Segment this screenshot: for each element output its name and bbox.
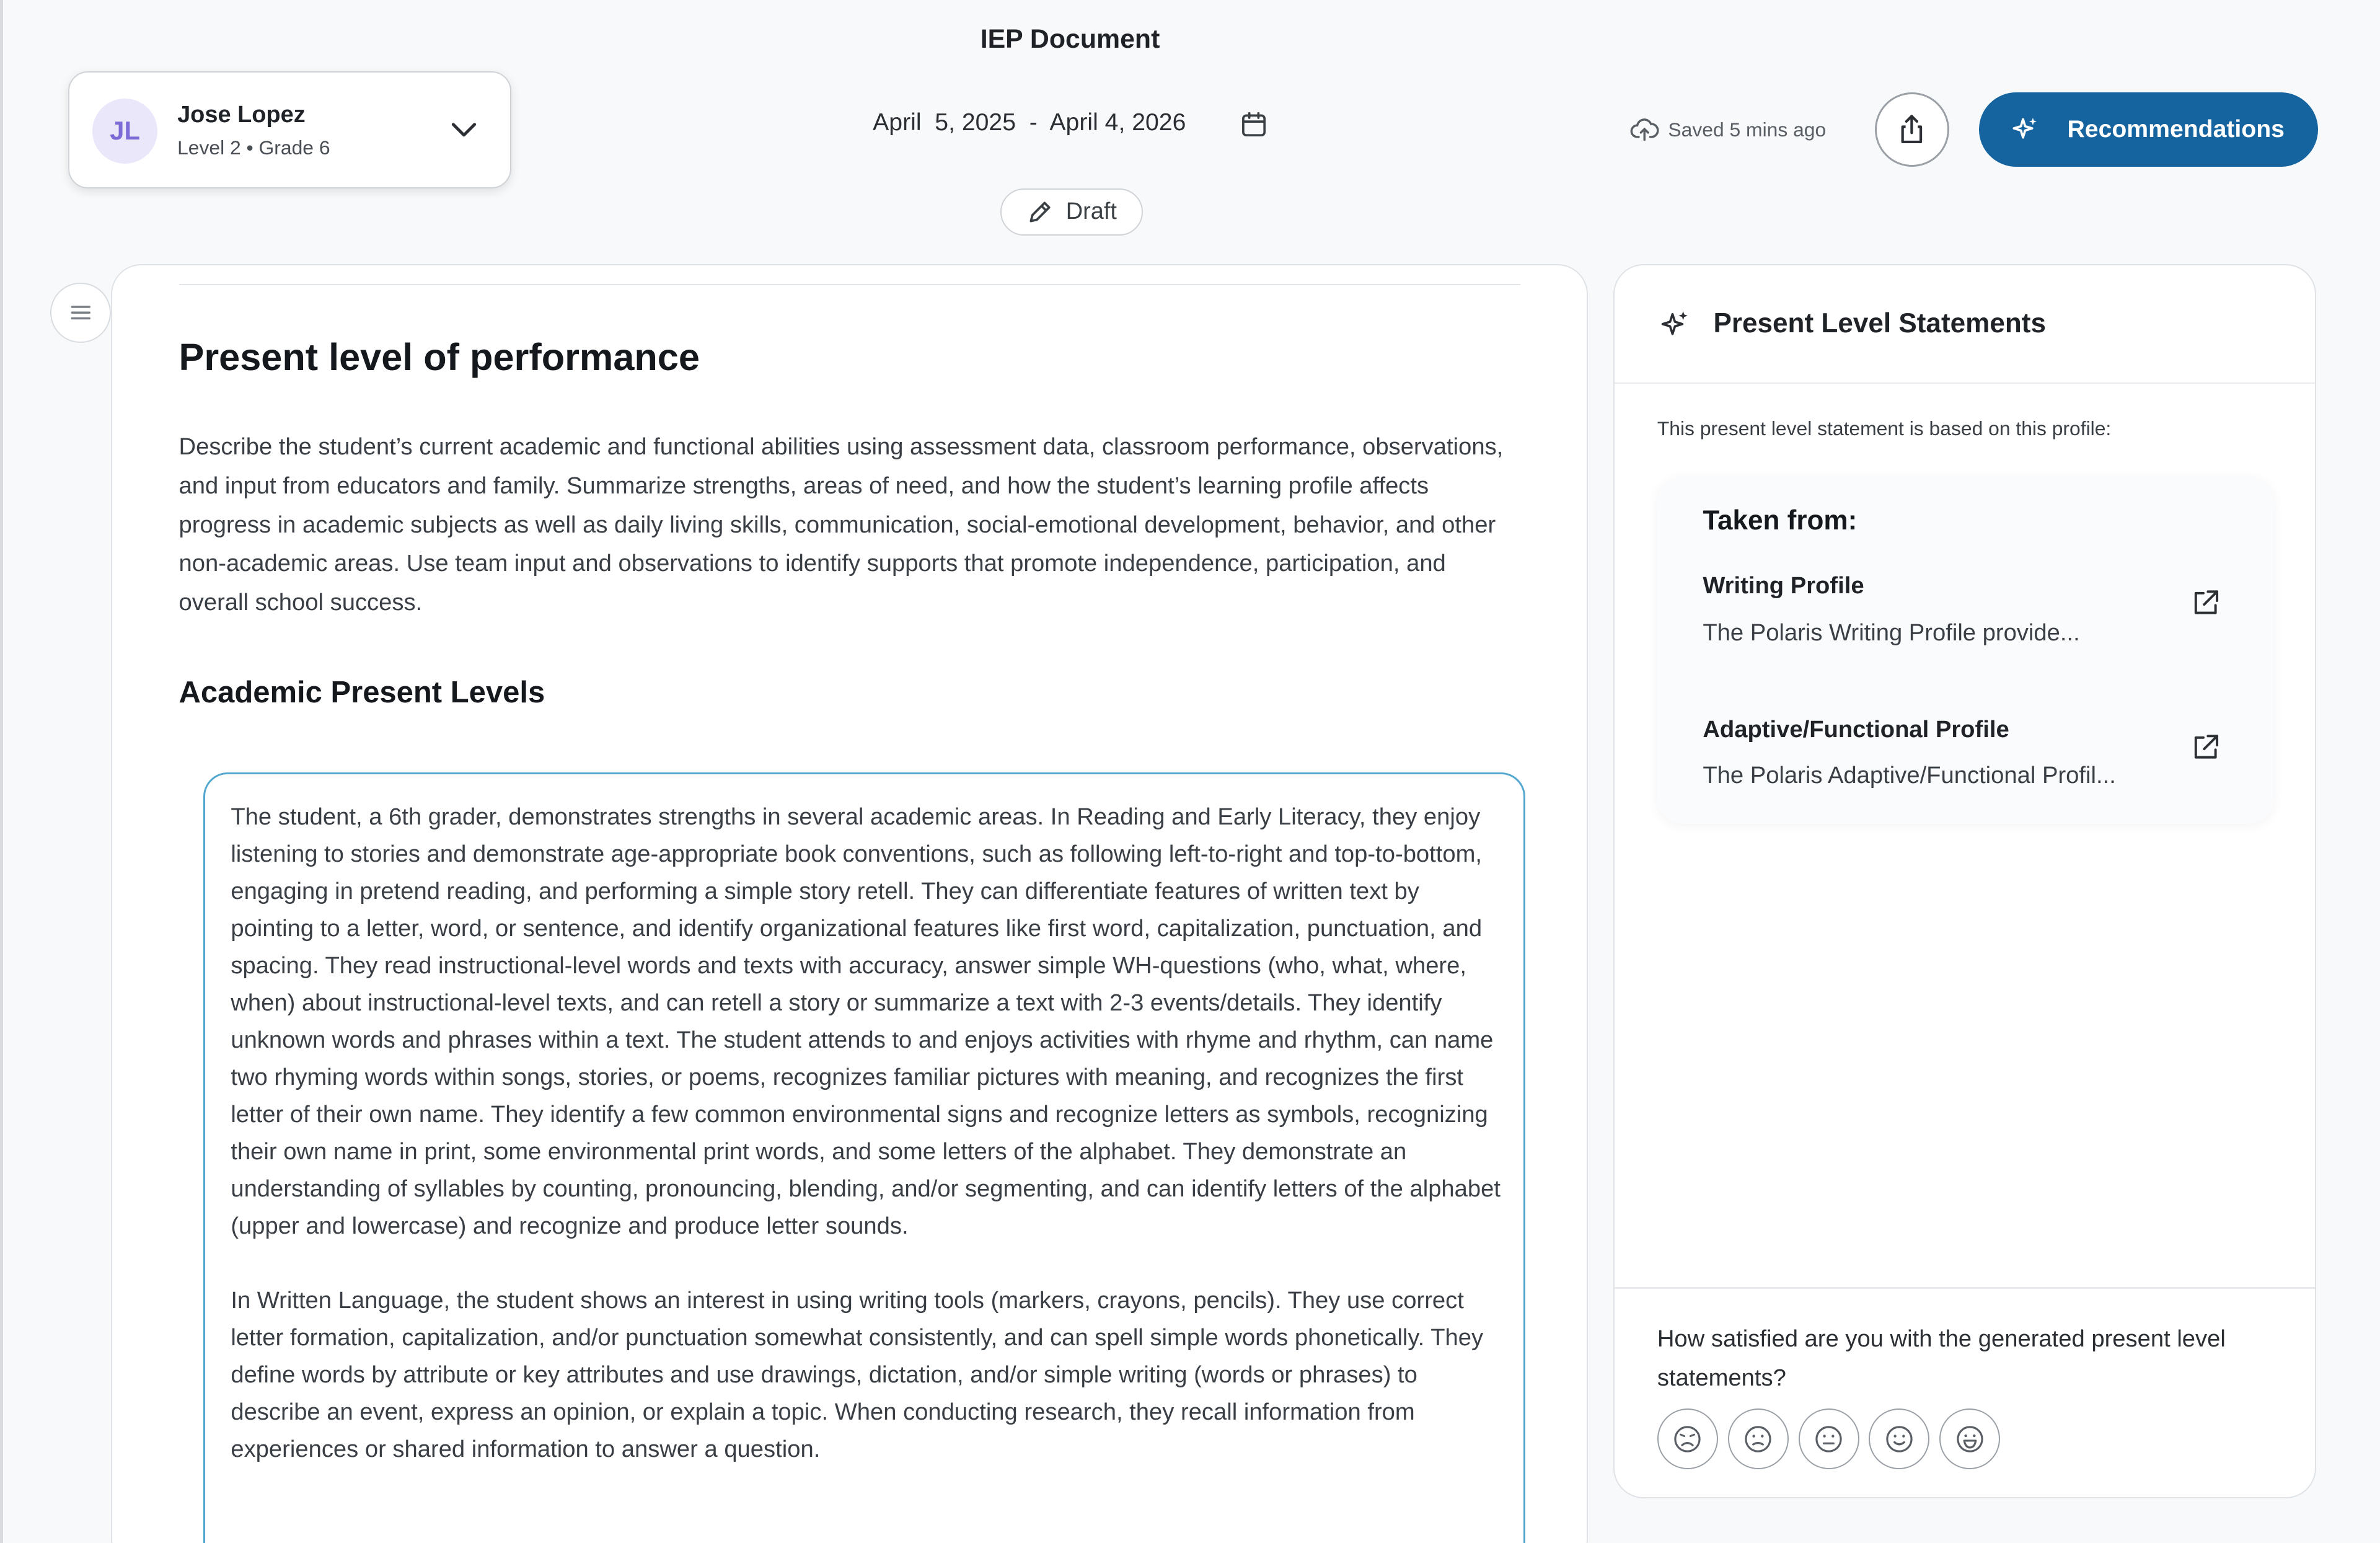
sparkle-icon <box>2009 115 2040 145</box>
status-badge[interactable] <box>1000 188 1143 236</box>
source-description: The Polaris Adaptive/Functional Profil... <box>1703 761 2116 789</box>
sparkle-icon <box>1657 308 1691 342</box>
satisfaction-rating <box>1657 1408 2000 1469</box>
profile-note: This present level statement is based on this profile: <box>1657 417 2112 440</box>
feedback-question: How satisfied are you with the generated present level statements? <box>1657 1325 2226 1392</box>
source-description: The Polaris Writing Profile provide... <box>1703 619 2080 646</box>
rating-very-satisfied-button[interactable] <box>1939 1408 2000 1469</box>
outline-toggle-button[interactable] <box>50 283 111 343</box>
divider <box>179 284 1521 285</box>
window-edge <box>0 0 3 1543</box>
date-range[interactable]: April 5, 2025 - April 4, 2026 <box>873 109 1186 136</box>
rating-dissatisfied-button[interactable] <box>1728 1408 1789 1469</box>
section-description: Describe the student’s current academic and functional abilities using assessment data, classroom performance, observations, and input from educators and family. Summarize strengths, areas of need, and how the student’s learning profile affects progress in academic subjects as well as daily living skills, communication, social-emotional development, behavior, and other non-academic areas. Use team input and observations to identify supports that promote independence, participation, and overall school success. <box>178 433 1504 616</box>
save-status <box>1630 115 1826 144</box>
academic-levels-text[interactable] <box>231 798 1505 1468</box>
student-level-grade: Level 2 • Grade 6 <box>177 136 330 159</box>
satisfied-icon <box>1884 1424 1915 1454</box>
dissatisfied-icon <box>1743 1424 1773 1454</box>
very-satisfied-icon <box>1955 1424 1985 1454</box>
source-card <box>1657 478 2273 824</box>
source-name: Writing Profile <box>1703 572 1864 599</box>
subsection-title: Academic Present Levels <box>178 676 545 710</box>
student-selector[interactable] <box>68 71 511 188</box>
panel-title: Present Level Statements <box>1713 307 2046 338</box>
cloud-upload-icon <box>1630 115 1659 144</box>
external-link-icon[interactable] <box>2190 587 2221 619</box>
taken-from-label: Taken from: <box>1703 505 1858 536</box>
external-link-icon[interactable] <box>2190 732 2221 763</box>
neutral-icon <box>1814 1424 1844 1454</box>
status-badge-label: Draft <box>1065 198 1117 225</box>
chevron-down-icon[interactable] <box>449 118 479 143</box>
avatar: JL <box>92 99 157 164</box>
present-level-statements-panel <box>1613 264 2316 1498</box>
menu-icon <box>66 298 95 327</box>
divider <box>1615 1287 2315 1288</box>
calendar-icon[interactable] <box>1240 111 1267 138</box>
rating-satisfied-button[interactable] <box>1869 1408 1929 1469</box>
very-dissatisfied-icon <box>1672 1424 1703 1454</box>
share-button[interactable] <box>1875 92 1949 167</box>
saved-status-text: Saved 5 mins ago <box>1668 118 1827 141</box>
source-name: Adaptive/Functional Profile <box>1703 716 2009 743</box>
academic-levels-editor[interactable] <box>203 772 1525 1543</box>
pencil-icon <box>1026 198 1054 226</box>
divider <box>1615 382 2315 384</box>
rating-neutral-button[interactable] <box>1799 1408 1859 1469</box>
student-name: Jose Lopez <box>177 101 306 128</box>
recommendations-label: Recommendations <box>2067 116 2285 143</box>
paragraph-written-language: In Written Language, the student shows an interest in using writing tools (markers, crayons, pencils). They use correct letter formation, capitalization, and/or punctuation somewhat consistently, and can spell simple words phonetically. They define words by attribute or key attributes and use drawings, dictation, and/or simple writing (words or phrases) to describe an event, express an opinion, or explain a topic. When conducting research, they recall information from experiences or shared information to answer a question. <box>231 1287 1484 1463</box>
rating-very-dissatisfied-button[interactable] <box>1657 1408 1718 1469</box>
page-title: IEP Document <box>980 24 1160 55</box>
share-icon <box>1893 112 1930 148</box>
section-title: Present level of performance <box>178 335 700 378</box>
recommendations-button[interactable] <box>1979 92 2317 167</box>
document-panel <box>111 264 1588 1543</box>
paragraph-reading: The student, a 6th grader, demonstrates strengths in several academic areas. In Reading and Early Literacy, they enjoy listening to stories and demonstrate age-appropriate book conventions, such as following left-to-right and top-to-bottom, engaging in pretend reading, and performing a simple story retell. They can differentiate features of written text by pointing to a letter, word, or sentence, and identify organizational features like first word, capitalization, punctuation, and spacing. They read instructional-level words and texts with accuracy, answer simple WH-questions (who, what, where, when) about instructional-level texts, and can retell a story or summarize a text with 2-3 events/details. They identify unknown words and phrases within a text. The student attends to and enjoys activities with rhyme and rhythm, can name two rhyming words within songs, stories, or poems, recognizes familiar pictures with meaning, and recognizes the first letter of their own name. They identify a few common environmental signs and recognize letters as symbols, recognizing their own name in print, some environmental print words, and some letters of the alphabet. They demonstrate an understanding of syllables by counting, pronouncing, blending, and/or segmenting, and can identify letters of the alphabet (upper and lowercase) and recognize and produce letter sounds. <box>231 803 1501 1240</box>
